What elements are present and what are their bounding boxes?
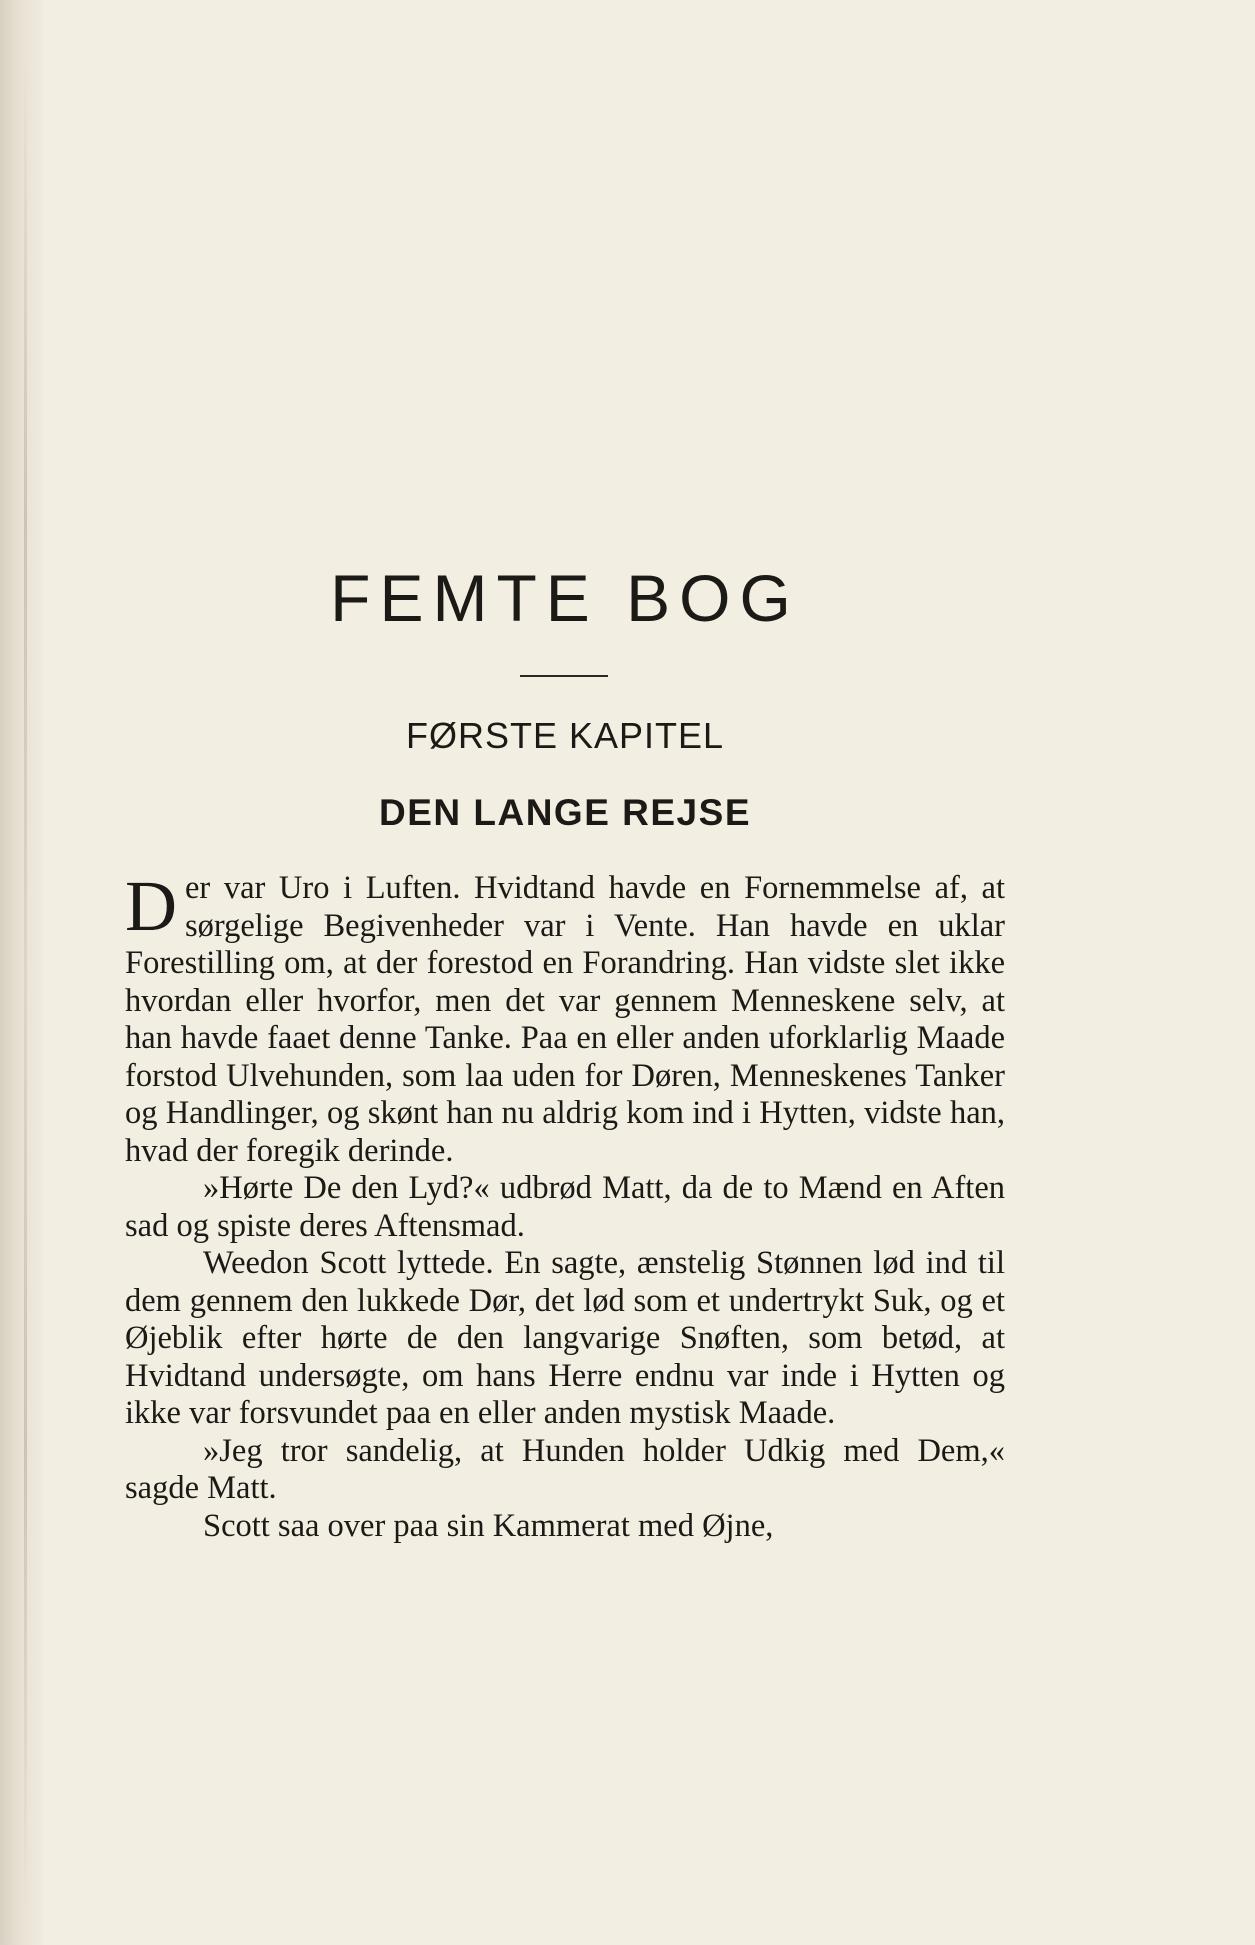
book-title: FEMTE BOG — [330, 561, 800, 635]
paragraph: »Hørte De den Lyd?« udbrød Matt, da de to Mænd en Aften sad og spiste deres Aftensmad. — [125, 1170, 1005, 1244]
chapter-number: FØRSTE KAPITEL — [405, 715, 725, 756]
title-divider — [520, 675, 608, 677]
paragraph: »Jeg tror sandelig, at Hunden holder Udkig med Dem,« sagde Matt. — [125, 1432, 1005, 1506]
paragraph: Weedon Scott lyttede. En sagte, ænstelig Stønnen lød ind til dem gennem den lukkede Dør, det lød som et undertrykt Suk, og et Øjeblik efter hørte de den langvarige Snøften, som betød, at Hvidtand undersøgte, om hans Herre endnu var inde i Hytten og ikke var forsvundet paa en eller anden mystisk Maade. — [125, 1245, 1005, 1431]
paragraph: Scott saa over paa sin Kammerat med Øjne, — [203, 1507, 774, 1544]
body-text — [125, 866, 1005, 1545]
paragraph — [125, 866, 1005, 1170]
chapter-title: DEN LANGE REJSE — [378, 792, 751, 833]
drop-cap: D — [125, 866, 177, 946]
paragraph-text: er var Uro i Luften. Hvidtand havde en Fornemmelse af, at sørgelige Begivenheder var i Vente. Han havde en uklar Forestilling om, at der forestod en Forandring. Han vidste slet ikke hvordan eller hvorfor, men det var gennem Menneskene selv, at han havde faaet denne Tanke. Paa en eller anden uforklarlig Maade forstod Ulvehunden, som laa uden for Døren, Menneskenes Tanker og Handlinger, og skønt han nu aldrig kom ind i Hytten, vidste han, hvad der foregik derinde. — [125, 870, 1005, 1169]
page-binding-edge — [0, 0, 44, 1945]
